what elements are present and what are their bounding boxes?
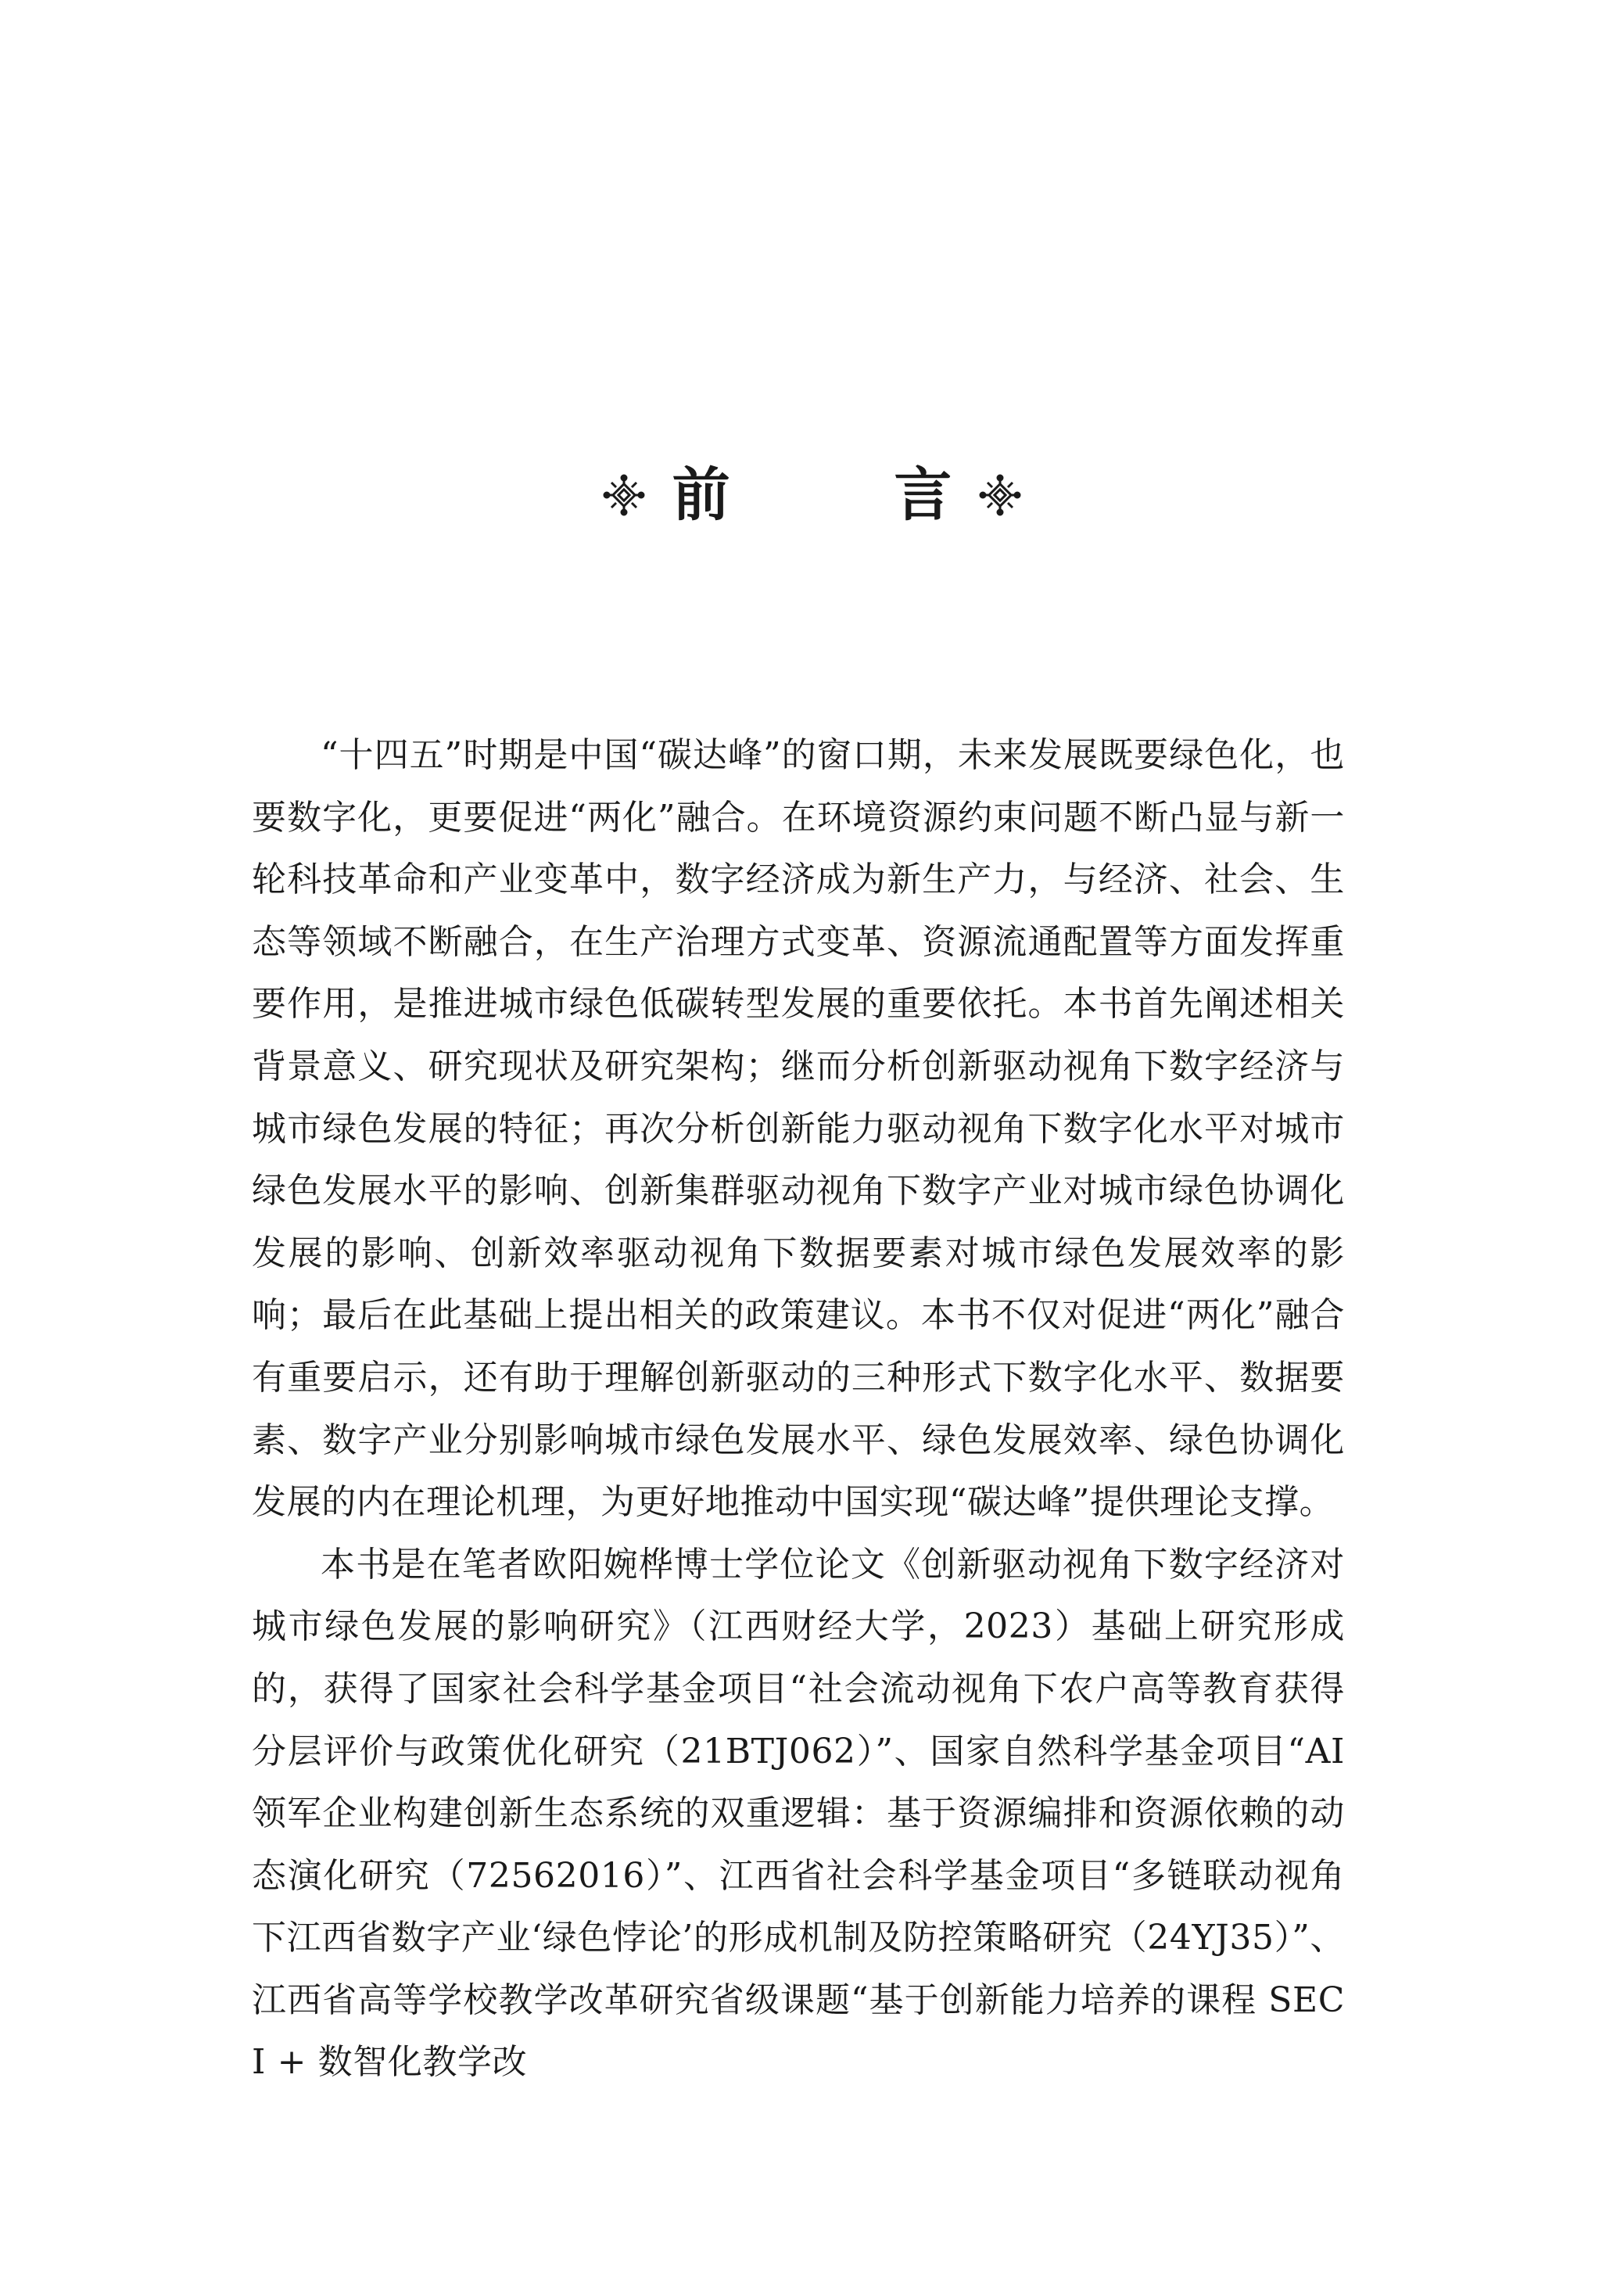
- ornament-icon: [978, 473, 1022, 517]
- paragraph: 本书是在笔者欧阳婉桦博士学位论文《创新驱动视角下数字经济对城市绿色发展的影响研究》（江西财经大学，2023）基础上研究形成的，获得了国家社会科学基金项目“社会流动视角下农户高等教育获得分层评价与政策优化研究（21BTJ062）”、国家自然科学基金项目“AI 领军企业构建创新生态系统的双重逻辑：基于资源编排和资源依赖的动态演化研究（72562016）”、江西省社会科学基金项目“多链联动视角下江西省数字产业‘绿色悖论’的形成机制及防控策略研究（24YJ35）”、江西省高等学校教学改革研究省级课题“基于创新能力培养的课程 SECI + 数智化教学改: [252, 1544, 1345, 2083]
- paragraph: “十四五”时期是中国“碳达峰”的窗口期，未来发展既要绿色化，也要数字化，更要促进“两化”融合。在环境资源约束问题不断凸显与新一轮科技革命和产业变革中，数字经济成为新生产力，与经济、社会、生态等领域不断融合，在生产治理方式变革、资源流通配置等方面发挥重要作用，是推进城市绿色低碳转型发展的重要依托。本书首先阐述相关背景意义、研究现状及研究架构；继而分析创新驱动视角下数字经济与城市绿色发展的特征；再次分析创新能力驱动视角下数字化水平对城市绿色发展水平的影响、创新集群驱动视角下数字产业对城市绿色协调化发展的影响、创新效率驱动视角下数据要素对城市绿色发展效率的影响；最后在此基础上提出相关的政策建议。本书不仅对促进“两化”融合有重要启示，还有助于理解创新驱动的三种形式下数字化水平、数据要素、数字产业分别影响城市绿色发展水平、绿色发展效率、绿色协调化发展的内在理论机理，为更好地推动中国实现“碳达峰”提供理论支撑。: [252, 735, 1345, 1523]
- chapter-heading: [0, 452, 1624, 538]
- page-title: 前 言: [672, 461, 1024, 529]
- body-text: [252, 724, 1345, 2094]
- ornament-icon: [602, 473, 646, 517]
